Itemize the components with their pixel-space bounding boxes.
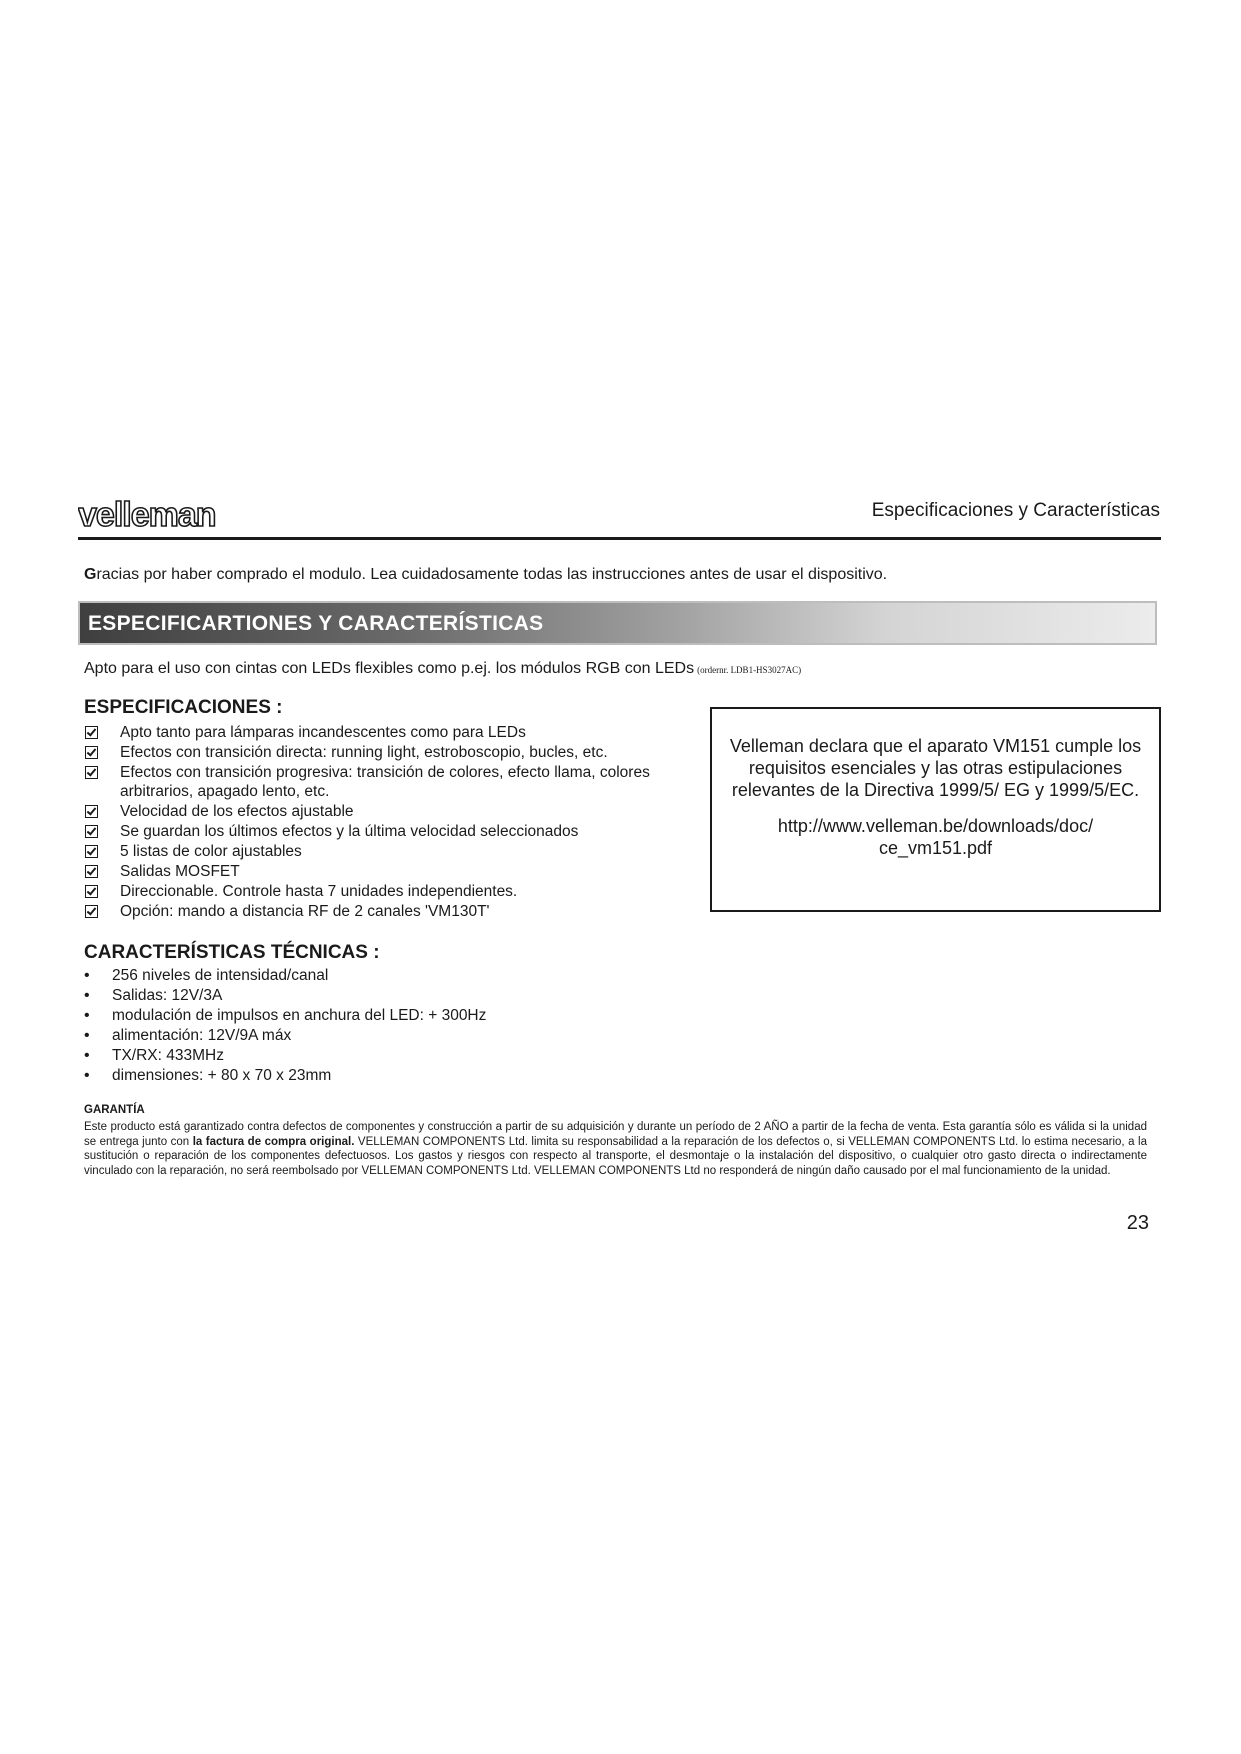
spec-item xyxy=(84,743,704,762)
spec-item xyxy=(84,802,704,821)
bullet-icon: • xyxy=(84,1067,90,1084)
spec-item-text: Direccionable. Controle hasta 7 unidades independientes. xyxy=(120,883,518,900)
section-title-bar xyxy=(78,601,1157,645)
tech-item xyxy=(84,1026,704,1046)
tech-list xyxy=(84,966,704,1086)
warranty-part2: VELLEMAN COMPONENTS Ltd. limita su responsabilidad a la reparación de los defectos o, si VELLEMAN COMPONENTS Ltd. lo estima necesario, a la sustitución o reparación de los componentes defectuosos. Los gastos y riesgos con respecto al transporte, el desmontaje o la instalación del dispositivo, o cualquier otro gasto directa o indirectamente vinculado con la reparación, no será reembolsado por VELLEMAN COMPONENTS Ltd. VELLEMAN COMPONENTS Ltd no responderá de ningún daño causado por el mal funcionamiento de la unidad. xyxy=(84,1135,1147,1177)
checkbox-checked-icon xyxy=(85,845,98,858)
spec-item-text: Efectos con transición progresiva: transición de colores, efecto llama, colores arbitrarios, apagado lento, etc. xyxy=(120,764,650,800)
warranty-text xyxy=(84,1120,1147,1178)
bullet-icon: • xyxy=(84,987,90,1004)
specs-list xyxy=(84,723,704,922)
spec-item-text: Opción: mando a distancia RF de 2 canales 'VM130T' xyxy=(120,903,490,920)
spec-item-text: Apto tanto para lámparas incandescentes como para LEDs xyxy=(120,724,526,741)
header-title: Especificaciones y Características xyxy=(871,500,1160,521)
bullet-icon: • xyxy=(84,1047,90,1064)
compatibility-note xyxy=(84,660,801,678)
tech-item xyxy=(84,1006,704,1026)
checkbox-checked-icon xyxy=(85,746,98,759)
declaration-url-line1: http://www.velleman.be/downloads/doc/ xyxy=(777,816,1094,836)
bullet-icon: • xyxy=(84,967,90,984)
spec-item xyxy=(84,822,704,841)
tech-item-text: modulación de impulsos en anchura del LED: + 300Hz xyxy=(112,1007,487,1024)
bullet-icon: • xyxy=(84,1007,90,1024)
declaration-text: Velleman declara que el aparato VM151 cumple los requisitos esenciales y las otras estipulaciones relevantes de la Directiva 1999/5/ EG y 1999/5/EC. xyxy=(729,736,1142,800)
declaration-url xyxy=(724,815,1147,859)
tech-item-text: Salidas: 12V/3A xyxy=(112,987,223,1004)
tech-item xyxy=(84,966,704,986)
svg-text:velleman: velleman xyxy=(78,496,216,534)
intro-initial: G xyxy=(84,566,97,583)
tech-item-text: TX/RX: 433MHz xyxy=(112,1047,224,1064)
tech-item xyxy=(84,986,704,1006)
velleman-logo xyxy=(78,494,238,536)
checkbox-checked-icon xyxy=(85,885,98,898)
spec-item xyxy=(84,842,704,861)
warranty-title: GARANTÍA xyxy=(84,1104,145,1116)
spec-item-text: Salidas MOSFET xyxy=(120,863,240,880)
checkbox-checked-icon xyxy=(85,766,98,779)
warranty-part1: Este producto está garantizado contra defectos de componentes y construcción a partir de su adquisición y durante un período de 2 AÑO a partir de la fecha de venta. Esta garantía sólo es válida si la unidad se entrega junto con xyxy=(84,1121,1147,1148)
spec-item-text: Velocidad de los efectos ajustable xyxy=(120,803,354,820)
spec-item-text: Se guardan los últimos efectos y la última velocidad seleccionados xyxy=(120,823,579,840)
checkbox-checked-icon xyxy=(85,726,98,739)
bullet-icon: • xyxy=(84,1027,90,1044)
tech-item-text: dimensiones: + 80 x 70 x 23mm xyxy=(112,1067,332,1084)
tech-item xyxy=(84,1066,704,1086)
spec-item xyxy=(84,902,704,921)
warranty-bold: la factura de compra original. xyxy=(192,1135,355,1148)
checkbox-checked-icon xyxy=(85,905,98,918)
intro-rest: racias por haber comprado el modulo. Lea cuidadosamente todas las instrucciones antes de usar el dispositivo. xyxy=(96,566,888,583)
checkbox-checked-icon xyxy=(85,865,98,878)
specs-heading: ESPECIFICACIONES : xyxy=(84,697,283,718)
spec-item-text: Efectos con transición directa: running light, estroboscopio, bucles, etc. xyxy=(120,744,608,761)
section-title: ESPECIFICARTIONES Y CARACTERÍSTICAS xyxy=(88,612,544,635)
checkbox-checked-icon xyxy=(85,825,98,838)
spec-item xyxy=(84,862,704,881)
page-number: 23 xyxy=(1126,1212,1149,1234)
tech-heading: CARACTERÍSTICAS TÉCNICAS : xyxy=(84,942,380,963)
order-number: (ordernr. LDB1-HS3027AC) xyxy=(697,665,802,675)
declaration-url-line2: ce_vm151.pdf xyxy=(878,838,993,858)
tech-item-text: alimentación: 12V/9A máx xyxy=(112,1027,292,1044)
compatibility-text: Apto para el uso con cintas con LEDs flexibles como p.ej. los módulos RGB con LEDs xyxy=(84,660,695,677)
header-divider xyxy=(78,537,1161,540)
tech-item-text: 256 niveles de intensidad/canal xyxy=(112,967,329,984)
tech-item xyxy=(84,1046,704,1066)
declaration-box xyxy=(710,707,1161,912)
spec-item-text: 5 listas de color ajustables xyxy=(120,843,302,860)
spec-item xyxy=(84,882,704,901)
intro-text xyxy=(84,566,887,584)
spec-item xyxy=(84,723,704,742)
spec-item xyxy=(84,763,704,801)
checkbox-checked-icon xyxy=(85,805,98,818)
